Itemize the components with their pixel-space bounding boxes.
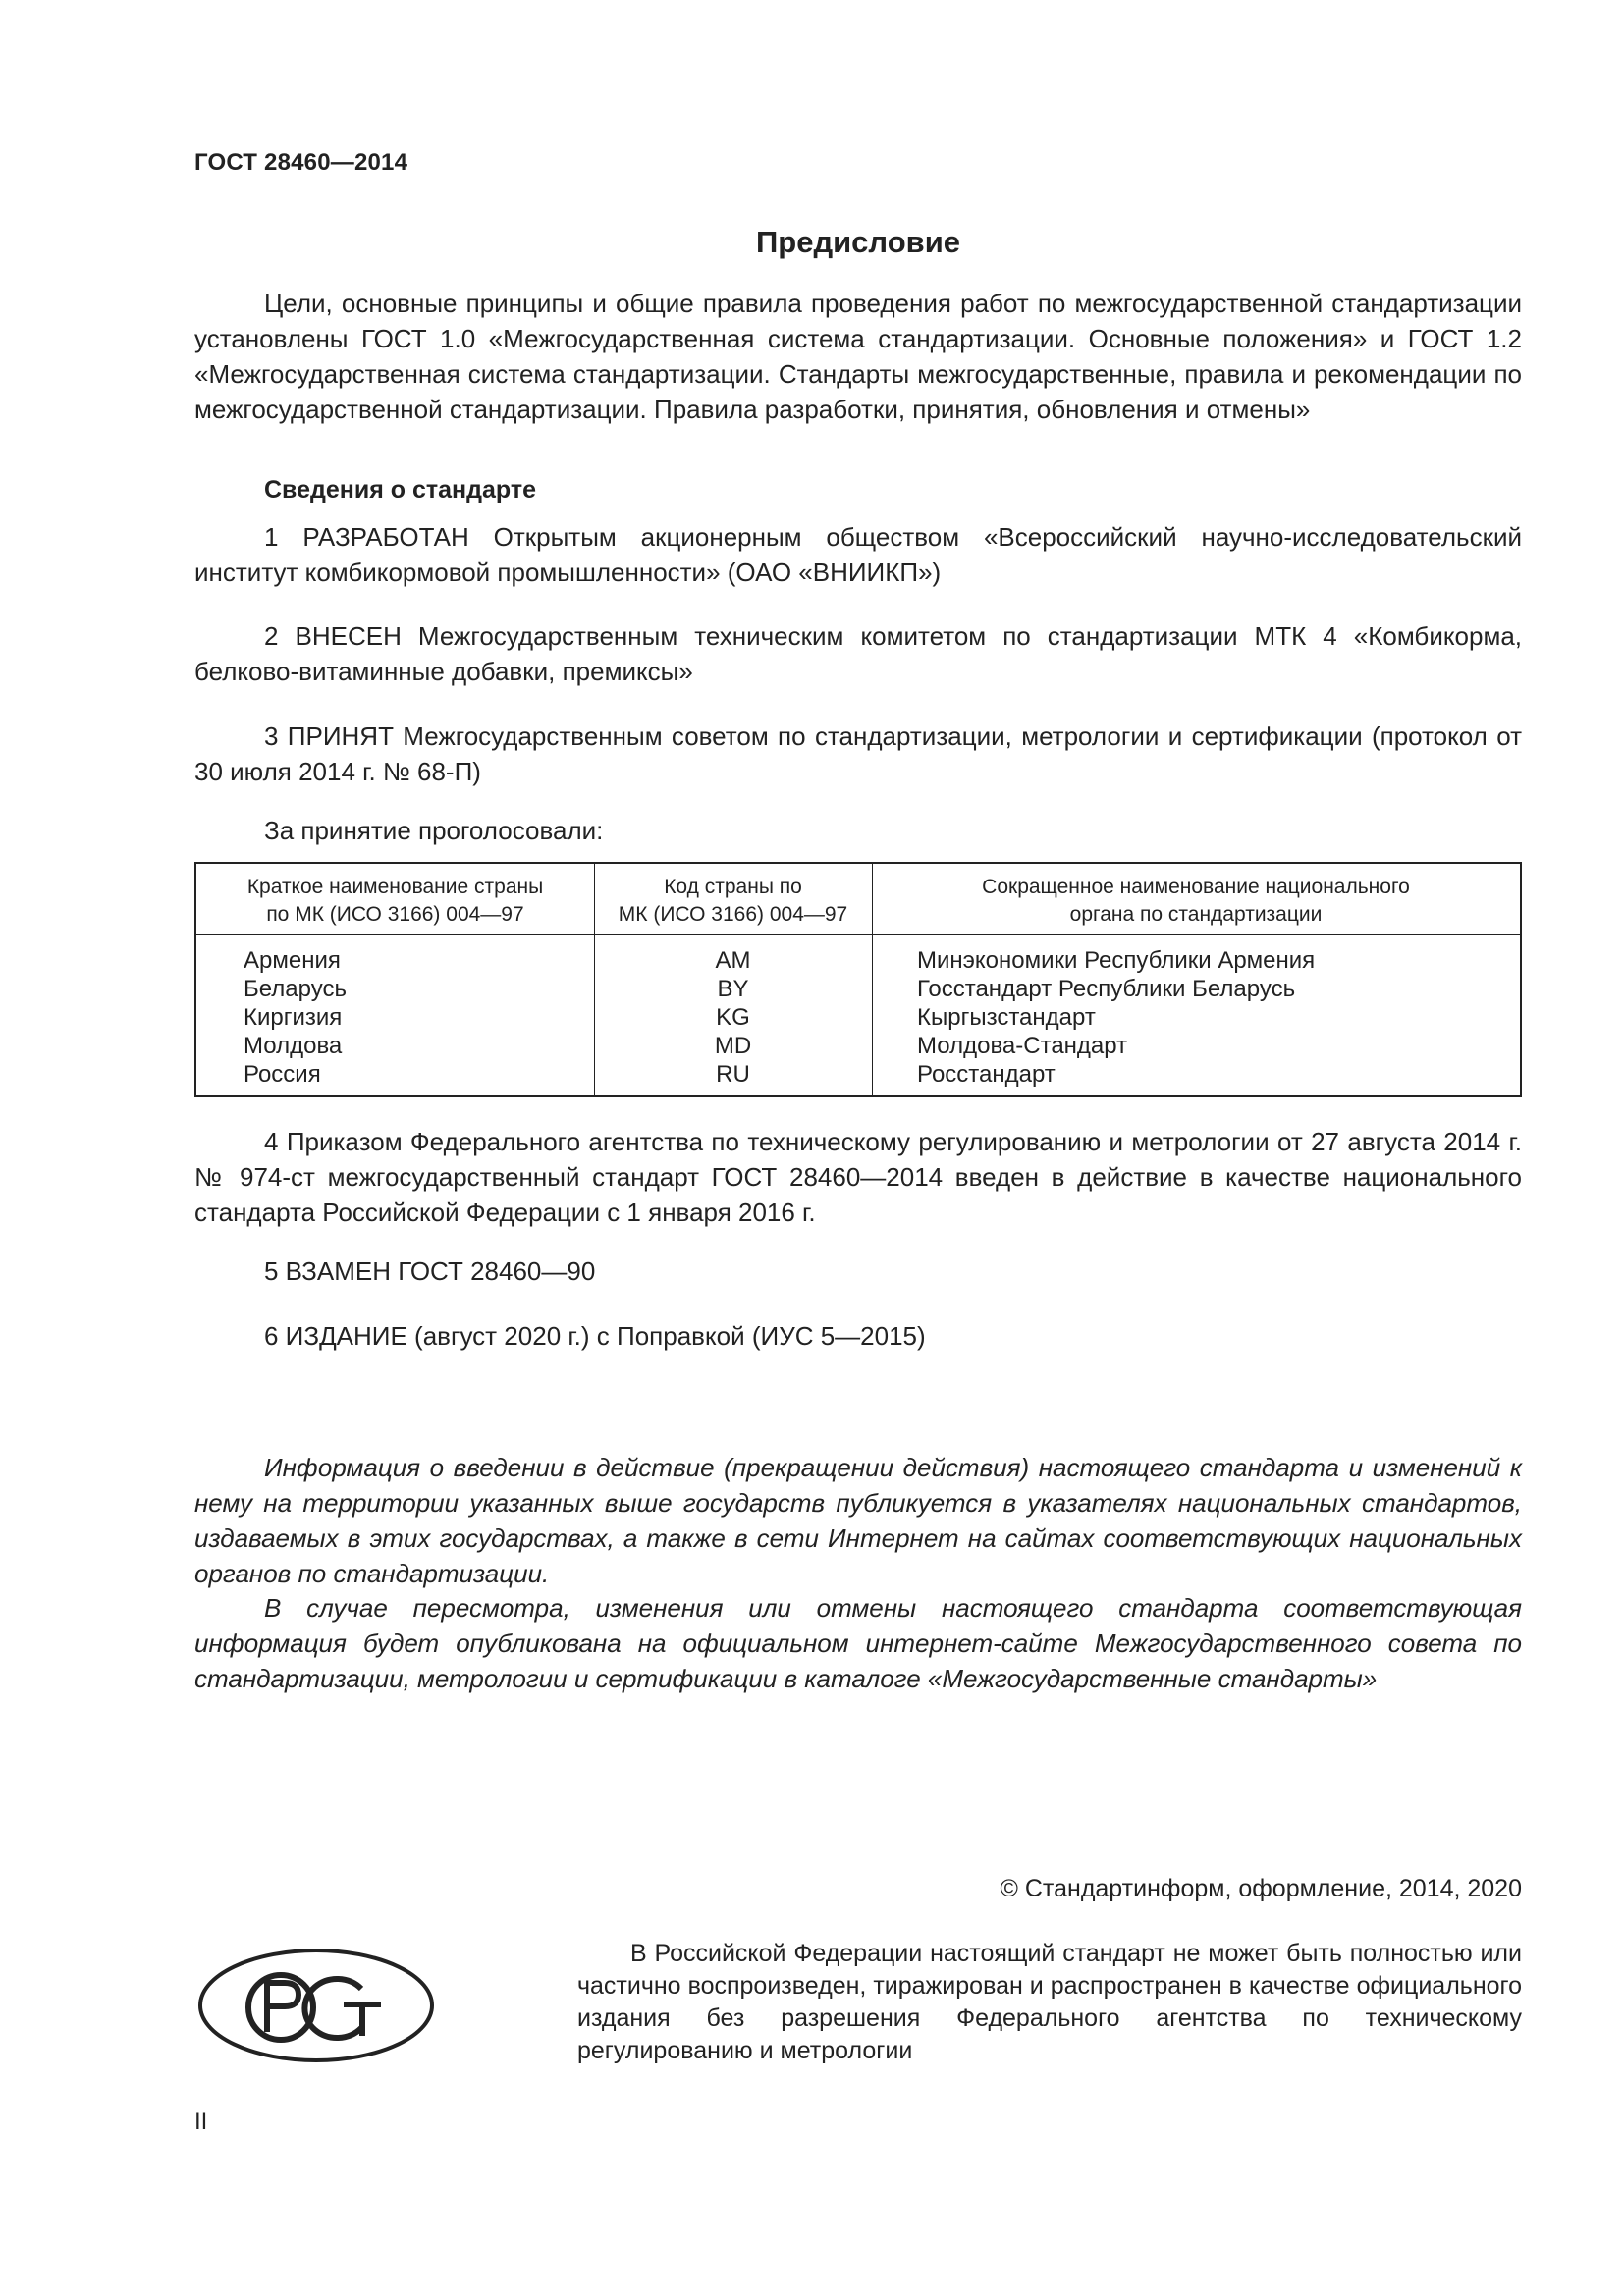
header-body: Сокращенное наименование национального органа по стандартизации (982, 876, 1410, 926)
table-cell-country: Молдова (244, 1033, 343, 1059)
table-cell-body: Минэкономики Республики Армения (917, 947, 1316, 974)
table-cell-country: Армения (244, 947, 341, 974)
rst-logo-icon (194, 1944, 440, 2071)
body-column (917, 946, 1315, 1089)
table-cell-country: Киргизия (244, 1004, 343, 1031)
table-cell-body: Росстандарт (917, 1061, 1056, 1088)
running-head: ГОСТ 28460—2014 (194, 149, 408, 176)
header-country: Краткое наименование страны по МК (ИСО 3166) 004—97 (246, 876, 544, 926)
code-column (594, 946, 872, 1089)
table-cell-body: Госстандарт Республики Беларусь (917, 976, 1296, 1002)
table-cell-country: Беларусь (244, 976, 347, 1002)
item-5: 5 ВЗАМЕН ГОСТ 28460—90 (264, 1256, 596, 1286)
page-number: II (194, 2109, 208, 2135)
table-cell-code: BY (717, 976, 749, 1002)
item-3: 3 ПРИНЯТ Межгосударственным советом по стандартизации, метрологии и сертификации (протокол от 30 июля 2014 г. № 68-П) (194, 721, 1522, 786)
header-code: Код страны по МК (ИСО 3166) 004—97 (618, 876, 848, 926)
vote-label: За принятие проголосовали: (264, 816, 604, 845)
table-cell-body: Молдова-Стандарт (917, 1033, 1128, 1059)
intro-paragraph: Цели, основные принципы и общие правила проведения работ по межгосударственной стандартизации установлены ГОСТ 1.0 «Межгосударственная система стандартизации. Основные положения» и ГОСТ 1.2 «Межгосударственная система стандартизации. Стандарты межгосударственные, правила и рекомендации по межгосударственной стандартизации. Правила разработки, принятия, обновления и отмены» (194, 289, 1522, 424)
table-cell-country: Россия (244, 1061, 321, 1088)
notice-paragraph-1: Информация о введении в действие (прекращении действия) настоящего стандарта и изменений к нему на территории указанных выше государств публикуется в указателях национальных стандартов, издаваемых в этих государствах, а также в сети Интернет на сайтах соответствующих национальных органов по стандартизации. (194, 1453, 1522, 1588)
copyright: © Стандартинформ, оформление, 2014, 2020 (1000, 1875, 1522, 1902)
table-header-divider (196, 934, 1520, 935)
table-cell-code: AM (715, 947, 751, 974)
table-cell-code: KG (716, 1004, 750, 1031)
voting-table (194, 862, 1522, 1097)
item-2: 2 ВНЕСЕН Межгосударственным техническим комитетом по стандартизации МТК 4 «Комбикорма, белково-витаминные добавки, премиксы» (194, 621, 1522, 686)
item-4: 4 Приказом Федерального агентства по техническому регулированию и метрологии от 27 августа 2014 г. № 974-ст межгосударственный стандарт ГОСТ 28460—2014 введен в действие в качестве национального стандарта Российской Федерации с 1 января 2016 г. (194, 1127, 1522, 1227)
item-1: 1 РАЗРАБОТАН Открытым акционерным обществом «Всероссийский научно-исследовательский институт комбикормовой промышленности» (ОАО «ВНИИКП») (194, 522, 1522, 587)
country-column (244, 946, 347, 1089)
info-heading: Сведения о стандарте (264, 476, 537, 504)
page-title: Предисловие (755, 225, 960, 259)
item-6: 6 ИЗДАНИЕ (август 2020 г.) с Поправкой (ИУС 5—2015) (264, 1321, 926, 1351)
legal-notice: В Российской Федерации настоящий стандарт не может быть полностью или частично воспроизведен, тиражирован и распространен в качестве официального издания без разрешения Федерального агентства по техническому регулированию и метрологии (577, 1940, 1522, 2064)
table-cell-code: RU (716, 1061, 750, 1088)
notice-paragraph-2: В случае пересмотра, изменения или отмены настоящего стандарта соответствующая информация будет опубликована на официальном интернет-сайте Межгосударственного совета по стандартизации, метрологии и сертификации в каталоге «Межгосударственные стандарты» (194, 1593, 1522, 1693)
document-page (194, 0, 1522, 2296)
table-cell-code: MD (714, 1033, 752, 1059)
table-cell-body: Кыргызстандарт (917, 1004, 1096, 1031)
